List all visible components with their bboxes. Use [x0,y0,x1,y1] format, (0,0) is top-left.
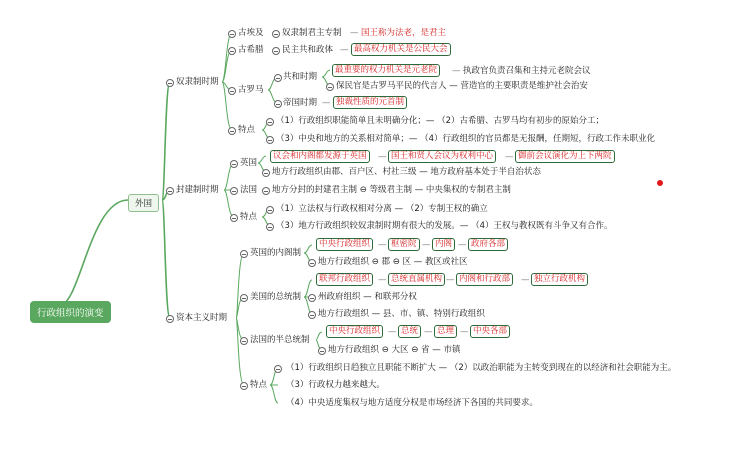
faguo-feng-node[interactable]: 法国 [240,185,258,195]
collapse-icon[interactable] [230,160,238,168]
dash: — [521,275,530,285]
red-dot [657,180,663,186]
collapse-icon[interactable] [228,30,236,38]
faguo-box-3: 中央各部 [470,325,510,338]
faguo-difang: 地方行政组织 ⊖ 大区 ⊖ 省 — 市镇 [328,345,461,355]
collapse-icon[interactable] [166,187,174,195]
collapse-icon[interactable] [308,259,316,267]
faguo-box-0: 中央行政组织 [326,325,383,338]
collapse-icon[interactable] [228,47,236,55]
ziben-tedian-l2: （3）行政权力越来越大。 [286,380,385,390]
nuli-tedian-node[interactable]: 特点 [238,125,256,135]
yinggeneige-node[interactable]: 英国的内阁制 [250,248,302,258]
collapse-icon[interactable] [240,382,248,390]
dash: — [505,152,514,162]
meiguo-box-1: 总统直属机构 [388,273,445,286]
meiguo-difang: 地方行政组织 — 县、市、镇、特别行政组织 [318,309,485,319]
yingguo-node[interactable]: 英国 [240,158,258,168]
yingguo-box2: 国王和贤人会议为权利中心 [388,150,496,163]
xila-box: 最高权力机关是公民大会 [351,43,451,56]
collapse-icon[interactable] [272,47,280,55]
collapse-icon[interactable] [272,30,280,38]
meiguo-zhou: 州政府组织 — 和联邦分权 [318,292,417,302]
feng-tedian-l1: （1）立法权与行政权相对分离 — （2）专制王权的确立 [276,204,488,214]
feng-tedian-node[interactable]: 特点 [240,212,258,222]
connector [162,82,170,200]
xila-node[interactable]: 古希腊 [238,45,264,55]
yingguo-box1: 议会和内阁都发源于英国 [270,150,370,163]
feng-tedian-l2: （3）地方行政组织较奴隶制时期有很大的发展。— （4）王权与教权既有斗争又有合作。 [276,221,613,231]
neige-box-0: 中央行政组织 [316,238,373,251]
gonghe-text: 执政官负责召集和主持元老院会议 [463,66,591,76]
dash: — [422,240,431,250]
dash: — [388,327,397,337]
dash: — [458,240,467,250]
meiguo-box-0: 联邦行政组织 [316,273,373,286]
gonghe-node[interactable]: 共和时期 [283,72,318,82]
neige-box-3: 政府各部 [468,238,508,251]
luoma-node[interactable]: 古罗马 [238,85,264,95]
nuli-tedian-l2: （3）中央和地方的关系相对简单；— （4）行政组织的官员都是无报酬，任期短，行政工作未职业化 [276,134,656,144]
gonghe-box: 最重要的权力机关是元老院 [332,64,440,77]
aiji-node[interactable]: 古埃及 [238,28,264,38]
dash: — [424,327,433,337]
dizhi-node[interactable]: 帝国时期 [283,98,318,108]
yingguo-text: 地方行政组织由郡、百户区、村社三级 — 地方政府基本处于半自治状态 [272,167,541,177]
meiguo-box-2: 内阁和行政部 [456,273,513,286]
collapse-icon[interactable] [230,187,238,195]
collapse-icon[interactable] [228,87,236,95]
collapse-icon[interactable] [318,347,326,355]
ziben-tedian-l3: （4）中央适度集权与地方适度分权是市场经济下各国的共同要求。 [286,398,538,408]
dizhi-box: 独裁性质的元首制 [333,96,407,109]
collapse-icon[interactable] [266,206,274,214]
collapse-icon[interactable] [326,83,334,91]
collapse-icon[interactable] [240,294,248,302]
aiji-text: 奴隶制君主专制 [282,28,342,38]
collapse-icon[interactable] [266,118,274,126]
meiguo-box-3: 独立行政机构 [531,273,588,286]
dash: — [460,327,469,337]
fengjian-node[interactable]: 封建制时期 [176,185,219,195]
collapse-icon[interactable] [262,169,270,177]
aiji-red: 国王称为法老，是君主 [361,28,447,38]
xila-text: 民主共和政体 [282,45,334,55]
dash: — [446,275,455,285]
dash: — [378,152,387,162]
collapse-icon[interactable] [240,250,248,258]
dash: — [322,98,331,108]
collapse-icon[interactable] [262,187,270,195]
connector [60,200,128,305]
faguo-zb-node[interactable]: 法国的半总统制 [250,335,310,345]
dash: — [350,28,359,38]
nuli-node[interactable]: 奴隶制时期 [176,77,219,87]
collapse-icon[interactable] [166,79,174,87]
collapse-icon[interactable] [266,136,274,144]
dash: — [452,66,461,76]
neige-box-1: 枢密院 [388,238,420,251]
neige-difang: 地方行政组织 ⊖ 郡 ⊖ 区 — 教区或社区 [318,257,468,267]
meiguo-node[interactable]: 美国的总统制 [250,292,302,302]
waiguo-node[interactable]: 外国 [128,194,159,212]
ziben-tedian-l1: （1）行政组织日趋独立且职能不断扩大 — （2）以政治职能为主转变到现在的以经济和社会职能为主。 [286,363,677,373]
baomin-text: 保民官是古罗马平民的代言人 — 营造官的主要职责是维护社会治安 [336,81,588,91]
yingguo-box3: 御前会议演化为上下两院 [515,150,615,163]
collapse-icon[interactable] [274,365,282,373]
faguo-box-2: 总理 [434,325,457,338]
neige-box-2: 内阁 [432,238,455,251]
faguo-box-1: 总统 [398,325,421,338]
ziben-tedian-node[interactable]: 特点 [250,380,268,390]
collapse-icon[interactable] [274,74,282,82]
collapse-icon[interactable] [228,127,236,135]
dash: — [378,240,387,250]
faguo-feng-text: 地方分封的封建君主制 ⊖ 等级君主制 — 中央集权的专制君主制 [272,185,511,195]
collapse-icon[interactable] [308,311,316,319]
collapse-icon[interactable] [166,315,174,323]
collapse-icon[interactable] [266,223,274,231]
dash: — [340,45,349,55]
collapse-icon[interactable] [240,337,248,345]
collapse-icon[interactable] [308,294,316,302]
nuli-tedian-l1: （1）行政组织职能简单且未明确分化；— （2）古希腊、古罗马均有初步的原始分工； [276,116,605,126]
root-node[interactable]: 行政组织的演变 [30,301,111,323]
collapse-icon[interactable] [274,100,282,108]
collapse-icon[interactable] [230,214,238,222]
ziben-node[interactable]: 资本主义时期 [176,313,228,323]
dash: — [378,275,387,285]
